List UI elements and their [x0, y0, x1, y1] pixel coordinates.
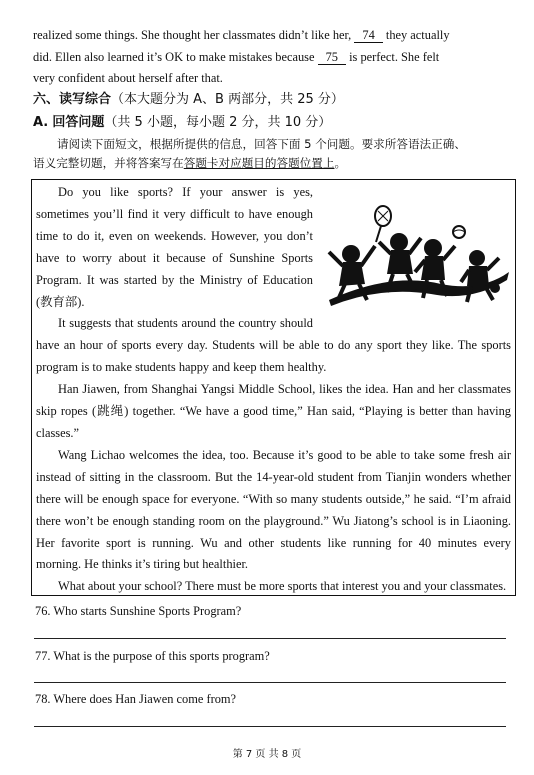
passage-paragraph-2: It suggests that students around the country should have an hour of sports every day. Students will be able to do any sport they like. The sports program is to make students happy and keep them healthy.	[36, 316, 511, 375]
passage-paragraph-4: Wang Lichao welcomes the idea, too. Because it’s good to be able to take some fresh air instead of sitting in the classroom. But the 14-year-old student from Tianjin wonders whether there will be enough space for everyone. “With so many students outside,” he said. “I’m afraid there won’t be enough standing room on the playground.” Wu Jiatong’s school is in Liaoning. Her favorite sport is running. Wu and other students like running for 40 minutes every morning. He thinks it’s tiring but healthier.	[36, 447, 511, 572]
kids-playing-sports-illustration	[321, 202, 511, 316]
answer-line-77[interactable]	[34, 682, 506, 683]
passage-paragraph-3: Han Jiawen, from Shanghai Yangsi Middle School, likes the idea. Han and her classmates skip ropes (跳绳) together. “We have a good time,” Han said, “Playing is better than having classes.”	[36, 382, 511, 440]
page-number: 第 7 页 共 8 页	[232, 749, 302, 760]
subsection-note: （共 5 小题，每小题 2 分，共 10 分）	[104, 115, 332, 130]
intro-line-3: very confident about herself after that.	[33, 71, 223, 86]
subsection-title: 回答问题	[52, 115, 105, 130]
section-title: 读写综合	[59, 92, 112, 107]
blank-74[interactable]: 74	[354, 28, 382, 43]
intro-line-1: realized some things. She thought her classmates didn’t like her, 74 they actually	[33, 28, 450, 42]
question-78: 78. Where does Han Jiawen come from?	[35, 692, 237, 706]
subsection-heading: A. 回答问题（共 5 小题，每小题 2 分，共 10 分）	[33, 115, 332, 130]
passage-paragraph-5: What about your school? There must be more sports that interest you and your classmates.	[58, 579, 507, 594]
instructions: 请阅读下面短文，根据所提供的信息，回答下面 5 个问题。要求所答语法正确、 语义完整切题，并将答案写在答题卡对应题目的答题位置上。	[33, 137, 466, 170]
answer-line-76[interactable]	[34, 638, 506, 639]
section-note: （本大题分为 A、B 两部分，共 25 分）	[111, 92, 344, 107]
previous-passage-end	[33, 25, 513, 90]
answer-line-78[interactable]	[34, 726, 506, 727]
reading-passage	[31, 179, 516, 596]
passage-paragraph-1: Do you like sports? If your answer is yes, sometimes you’ll find it very difficult to have enough time to do it, even on weekends. However, you don’t have to worry about it because of Sunshine Sports Program. It was started by the Ministry of Education (教育部).	[36, 185, 313, 309]
question-77: 77. What is the purpose of this sports program?	[35, 649, 270, 663]
intro-line-2: did. Ellen also learned it’s OK to make mistakes because 75 is perfect. She felt	[33, 49, 440, 64]
section-heading: 六、读写综合（本大题分为 A、B 两部分，共 25 分）	[33, 92, 344, 107]
question-76: 76. Who starts Sunshine Sports Program?	[35, 604, 242, 618]
blank-75[interactable]: 75	[318, 50, 346, 65]
